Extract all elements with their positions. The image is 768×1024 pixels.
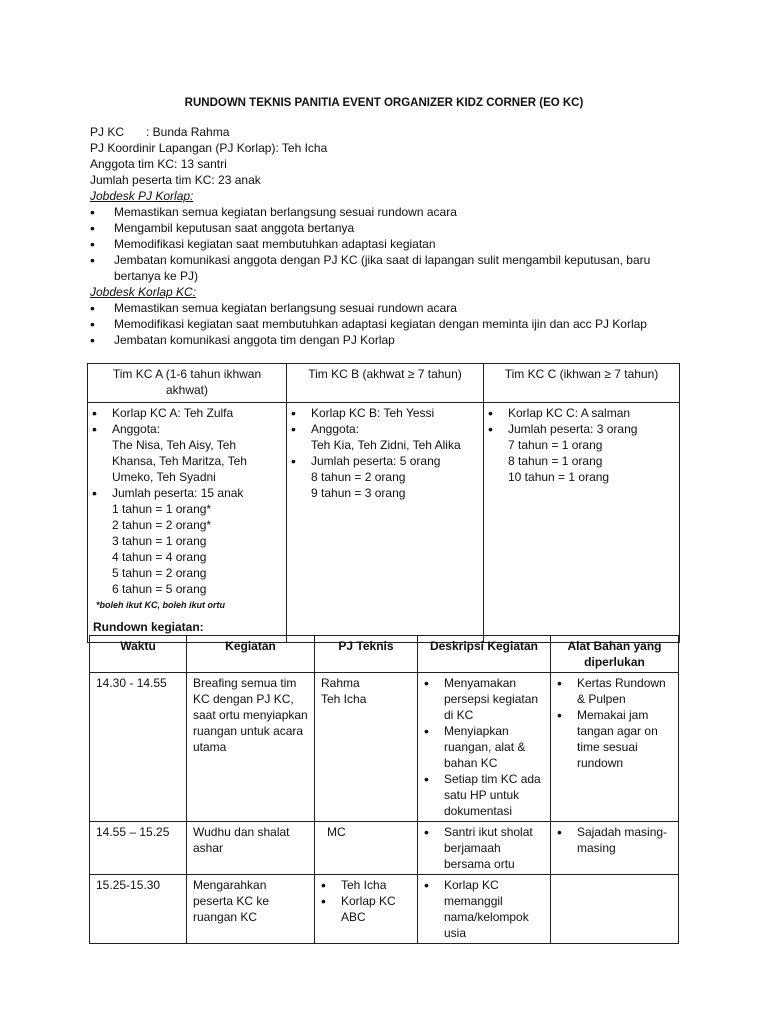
anggota-b-label: • Anggota:: [291, 421, 479, 437]
anggota-a-label: • Anggota:: [92, 421, 282, 437]
age-line: 10 tahun = 1 orang: [508, 470, 610, 484]
tim-kc-table: [87, 363, 680, 643]
age-line: 3 tahun = 1 orang: [112, 534, 207, 548]
col-header-pj: PJ Teknis: [315, 636, 418, 673]
cell-deskripsi: [418, 822, 551, 875]
list-item: • Menyamakan persepsi kegiatan di KC: [424, 675, 544, 723]
age-line: 5 tahun = 2 orang: [112, 566, 207, 580]
age-line: 6 tahun = 5 orang: [112, 582, 207, 596]
age-line: 8 tahun = 1 orang: [508, 454, 603, 468]
korlap-c: • Korlap KC C: A salman: [488, 405, 675, 421]
jobdesk-pj-korlap-list: [90, 204, 690, 284]
list-item: • Memastikan semua kegiatan berlangsung sesuai rundown acara: [90, 300, 690, 316]
meta-section: [90, 124, 690, 348]
tim-a-header: Tim KC A (1-6 tahun ikhwan akhwat): [88, 364, 287, 403]
pj-name: MC: [327, 825, 346, 839]
col-header-waktu: Waktu: [90, 636, 187, 673]
cell-pj: [315, 875, 418, 944]
jobdesk-korlap-kc-heading: Jobdesk Korlap KC:: [90, 285, 197, 299]
cell-alat: [551, 875, 679, 944]
list-item: • Santri ikut sholat berjamaah bersama ortu: [424, 824, 544, 872]
age-line: 4 tahun = 4 orang: [112, 550, 207, 564]
jumlah-b: • Jumlah peserta: 5 orang: [291, 453, 479, 469]
cell-pj: [315, 673, 418, 822]
rundown-table: [89, 635, 679, 944]
cell-pj: [315, 822, 418, 875]
table-row: [90, 875, 679, 944]
age-line: 2 tahun = 2 orang*: [112, 518, 212, 532]
cell-kegiatan: Wudhu dan shalat ashar: [187, 822, 315, 875]
jumlah-c: • Jumlah peserta: 3 orang: [488, 421, 675, 437]
col-header-kegiatan: Kegiatan: [187, 636, 315, 673]
tim-b-cell: [287, 403, 484, 643]
pj-kc-line: [90, 124, 690, 140]
pj-kc-label: PJ KC: [90, 125, 125, 139]
list-item: • Menyiapkan ruangan, alat & bahan KC: [424, 723, 544, 771]
list-item: • Korlap KC memanggil nama/kelompok usia: [424, 877, 544, 941]
footnote: *boleh ikut KC, boleh ikut ortu: [96, 600, 225, 610]
cell-kegiatan: Breafing semua tim KC dengan PJ KC, saat ortu menyiapkan ruangan untuk acara utama: [187, 673, 315, 822]
pj-name: Teh Icha: [321, 692, 367, 706]
cell-deskripsi: [418, 875, 551, 944]
tim-c-cell: [484, 403, 680, 643]
table-row: [90, 673, 679, 822]
list-item: • Korlap KC ABC: [321, 893, 411, 925]
tim-a-cell: [88, 403, 287, 643]
list-item: • Jembatan komunikasi anggota tim dengan PJ Korlap: [90, 332, 690, 348]
list-item: • Memodifikasi kegiatan saat membutuhkan adaptasi kegiatan dengan meminta ijin dan acc PJ Korlap: [90, 316, 690, 332]
pj-name: Rahma: [321, 676, 360, 690]
list-item: • Jembatan komunikasi anggota dengan PJ KC (jika saat di lapangan sulit mengambil keputusan, baru bertanya ke PJ): [90, 252, 674, 284]
cell-deskripsi: [418, 673, 551, 822]
list-item: • Memakai jam tangan agar on time sesuai rundown: [557, 707, 672, 771]
age-line: 9 tahun = 3 orang: [311, 486, 406, 500]
anggota-a-names: The Nisa, Teh Aisy, Teh Khansa, Teh Maritza, Teh Umeko, Teh Syadni: [112, 438, 247, 484]
jobdesk-korlap-kc-list: [90, 300, 690, 348]
jumlah-line: Jumlah peserta tim KC: 23 anak: [90, 173, 261, 187]
jumlah-a: • Jumlah peserta: 15 anak: [92, 485, 282, 501]
tim-b-header: Tim KC B (akhwat ≥ 7 tahun): [287, 364, 484, 403]
list-item: • Memastikan semua kegiatan berlangsung sesuai rundown acara: [90, 204, 690, 220]
list-item: • Kertas Rundown & Pulpen: [557, 675, 672, 707]
document-title: RUNDOWN TEKNIS PANITIA EVENT ORGANIZER KIDZ CORNER (EO KC): [184, 97, 584, 109]
list-item: • Mengambil keputusan saat anggota bertanya: [90, 220, 690, 236]
pj-korlap-line: PJ Koordinir Lapangan (PJ Korlap): Teh Icha: [90, 141, 328, 155]
cell-alat: [551, 673, 679, 822]
cell-kegiatan: Mengarahkan peserta KC ke ruangan KC: [187, 875, 315, 944]
korlap-a: • Korlap KC A: Teh Zulfa: [92, 405, 282, 421]
cell-waktu: 14.30 - 14.55: [90, 673, 187, 822]
col-header-deskripsi: Deskripsi Kegiatan: [418, 636, 551, 673]
korlap-b: • Korlap KC B: Teh Yessi: [291, 405, 479, 421]
pj-kc-value: : Bunda Rahma: [146, 125, 230, 139]
list-item: • Sajadah masing-masing: [557, 824, 672, 856]
list-item: • Memodifikasi kegiatan saat membutuhkan adaptasi kegiatan: [90, 236, 690, 252]
age-line: 7 tahun = 1 orang: [508, 438, 603, 452]
list-item: • Teh Icha: [321, 877, 411, 893]
cell-waktu: 15.25-15.30: [90, 875, 187, 944]
age-line: 8 tahun = 2 orang: [311, 470, 406, 484]
age-line: 1 tahun = 1 orang*: [112, 502, 212, 516]
cell-waktu: 14.55 – 15.25: [90, 822, 187, 875]
anggota-b-names: Teh Kia, Teh Zidni, Teh Alika: [311, 438, 461, 452]
table-row: [90, 822, 679, 875]
tim-c-header: Tim KC C (ikhwan ≥ 7 tahun): [484, 364, 680, 403]
list-item: • Setiap tim KC ada satu HP untuk dokumentasi: [424, 771, 544, 819]
jobdesk-pj-korlap-heading: Jobdesk PJ Korlap:: [90, 189, 194, 203]
cell-alat: [551, 822, 679, 875]
col-header-alat: Alat Bahan yang diperlukan: [551, 636, 679, 673]
rundown-label: Rundown kegiatan:: [93, 620, 204, 634]
anggota-line: Anggota tim KC: 13 santri: [90, 157, 227, 171]
